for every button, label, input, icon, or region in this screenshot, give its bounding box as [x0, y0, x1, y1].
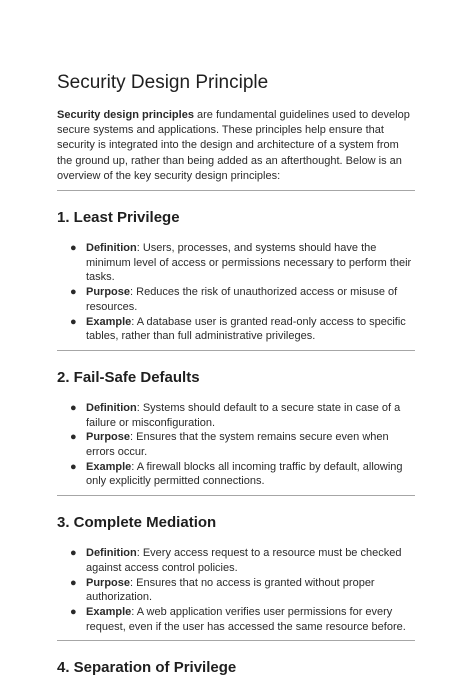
bullet-icon: ●: [70, 576, 77, 589]
bullet-list: [57, 546, 416, 634]
list-item: [70, 241, 416, 285]
divider: [57, 640, 415, 641]
item-label: Example: [86, 460, 132, 473]
bullet-icon: ●: [70, 315, 77, 328]
list-item: [70, 460, 416, 489]
bullet-icon: ●: [70, 242, 77, 255]
item-text: : Systems should default to a secure state in case of a failure or misconfiguration.: [86, 401, 401, 429]
item-text: : A firewall blocks all incoming traffic by default, allowing only explicitly permitted connections.: [86, 460, 403, 488]
section-heading: 3. Complete Mediation: [57, 514, 217, 532]
item-label: Definition: [86, 401, 137, 414]
bullet-icon: ●: [70, 460, 77, 473]
item-text: : Reduces the risk of unauthorized access or misuse of resources.: [86, 286, 398, 313]
bullet-list: [57, 241, 416, 344]
bullet-icon: ●: [70, 286, 77, 299]
bullet-list: [57, 401, 416, 489]
page-title: Security Design Principle: [57, 72, 269, 93]
divider: [57, 190, 415, 191]
list-item: [70, 605, 416, 634]
bullet-icon: ●: [70, 605, 77, 618]
section-least-privilege: [57, 209, 416, 351]
list-item: [70, 546, 416, 575]
intro-text: are fundamental guidelines used to develop secure systems and applications. These principles help ensure that security is integrated into the design and architecture of a system from the ground up, rather than being added as an afterthought. Below is an overview of the key security design principles:: [57, 109, 410, 182]
item-label: Purpose: [86, 431, 131, 444]
bullet-icon: ●: [70, 401, 77, 414]
item-label: Definition: [86, 547, 137, 560]
item-label: Purpose: [86, 286, 131, 299]
list-item: [70, 401, 416, 430]
bullet-icon: ●: [70, 547, 77, 560]
intro-bold-term: Security design principles: [57, 109, 194, 121]
item-text: : A database user is granted read-only access to specific tables, rather than full administrative privileges.: [86, 315, 406, 343]
item-text: : A web application verifies user permissions for every request, even if the user has accessed the same resource before.: [86, 605, 406, 633]
item-label: Example: [86, 315, 132, 328]
item-label: Definition: [86, 242, 137, 255]
list-item: [70, 285, 416, 314]
list-item: [70, 315, 416, 344]
item-label: Purpose: [86, 576, 131, 589]
item-text: : Users, processes, and systems should have the minimum level of access or permissions necessary to perform their tasks.: [86, 242, 412, 284]
section-heading: 1. Least Privilege: [57, 209, 180, 227]
section-complete-mediation: [57, 514, 416, 641]
item-text: : Every access request to a resource must be checked against access control policies.: [86, 547, 402, 574]
bullet-icon: ●: [70, 431, 77, 444]
item-text: : Ensures that the system remains secure even when errors occur.: [86, 431, 389, 459]
item-label: Example: [86, 605, 132, 618]
section-heading: 2. Fail-Safe Defaults: [57, 368, 200, 386]
section-separation-of-privilege: [57, 659, 416, 677]
list-item: [70, 576, 416, 605]
section-fail-safe-defaults: [57, 369, 416, 496]
section-heading: 4. Separation of Privilege: [57, 659, 237, 677]
item-text: : Ensures that no access is granted without proper authorization.: [86, 576, 375, 604]
divider: [57, 495, 415, 496]
intro-paragraph: [57, 108, 416, 184]
divider: [57, 350, 415, 351]
list-item: [70, 430, 416, 459]
